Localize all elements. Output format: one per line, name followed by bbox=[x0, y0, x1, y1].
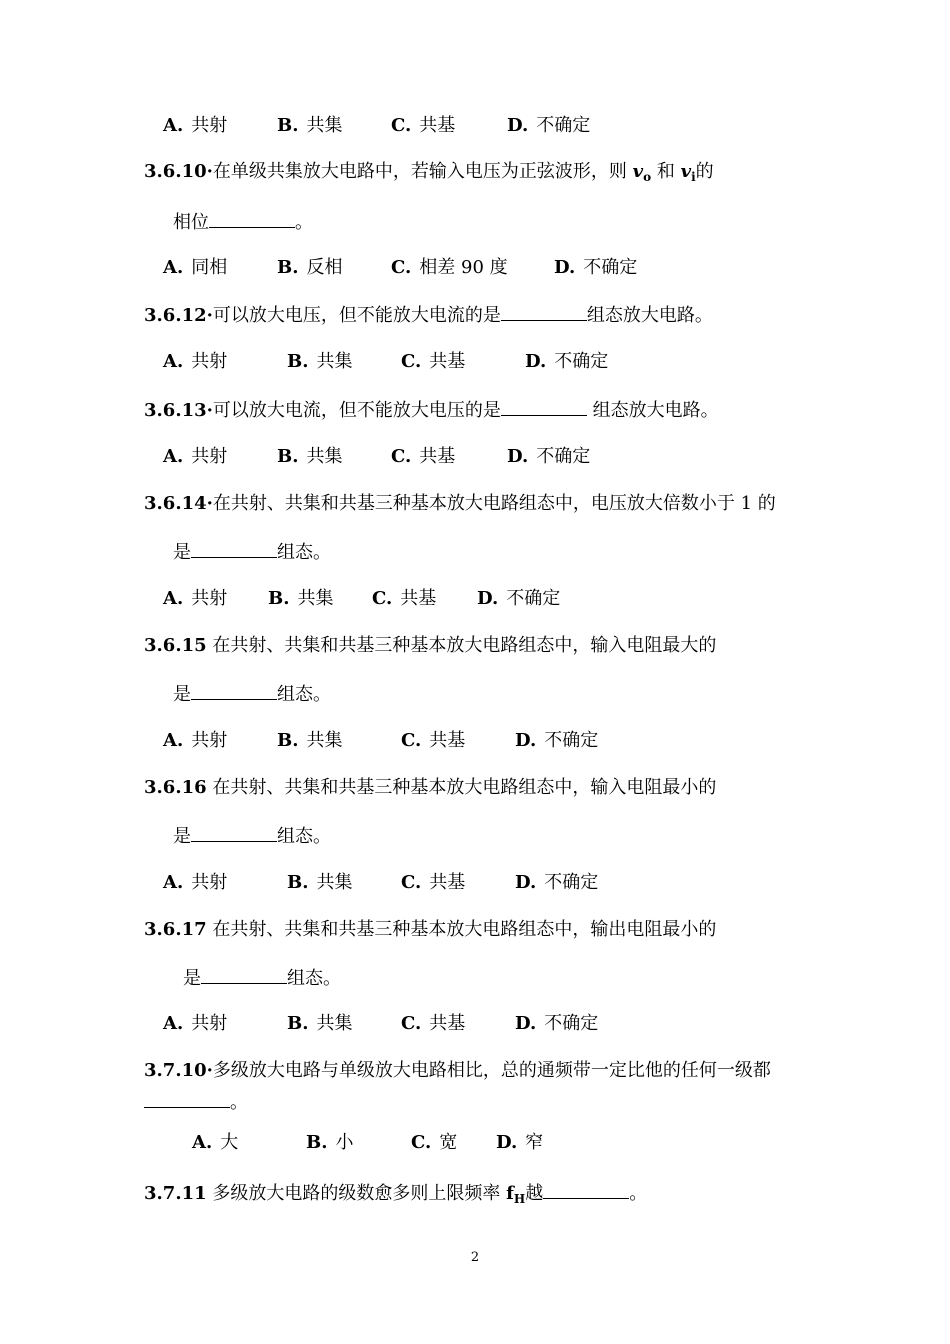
option-d: D. 不确定 bbox=[507, 446, 591, 467]
question-stem: 3.6.17 在共射、共集和共基三种基本放大电路组态中，输出电阻最小的 bbox=[144, 919, 717, 940]
question-stem: 3.6.12·可以放大电压，但不能放大电流的是 组态放大电路。 bbox=[144, 302, 713, 328]
question-number: 3.6.12· bbox=[144, 305, 213, 326]
option-d: D. 不确定 bbox=[507, 115, 591, 136]
question-stem: 3.6.14·在共射、共集和共基三种基本放大电路组态中，电压放大倍数小于 1 的 bbox=[144, 493, 776, 514]
option-d: D. 窄 bbox=[496, 1132, 544, 1153]
question-number: 3.6.13· bbox=[144, 400, 213, 421]
answer-blank bbox=[191, 681, 277, 700]
option-b: B. 共集 bbox=[277, 446, 343, 467]
option-a: A. 共射 bbox=[163, 1013, 228, 1034]
question-stem: 3.7.11 多级放大电路的级数愈多则上限频率 $f_H$越 。 bbox=[144, 1180, 647, 1211]
question-stem: 3.6.10·在单级共集放大电路中，若输入电压为正弦波形，则 $v_o$ 和 $v_i$的 bbox=[144, 161, 714, 184]
option-c: C. 相差 90 度 bbox=[391, 257, 508, 278]
question-stem-line2: 是 组态。 bbox=[183, 965, 341, 991]
question-number: 3.6.16 bbox=[144, 777, 207, 798]
option-d: D. 不确定 bbox=[554, 257, 638, 278]
question-stem: 3.6.13·可以放大电流，但不能放大电压的是 组态放大电路。 bbox=[144, 397, 719, 423]
option-c: C. 共基 bbox=[401, 872, 466, 893]
option-c: C. 共基 bbox=[391, 446, 456, 467]
option-d: D. 不确定 bbox=[515, 1013, 599, 1034]
option-a: A. 同相 bbox=[163, 257, 228, 278]
answer-blank bbox=[191, 823, 277, 842]
question-number: 3.6.15 bbox=[144, 635, 207, 656]
option-a: A. 共射 bbox=[163, 351, 228, 372]
option-c: C. 共基 bbox=[372, 588, 437, 609]
option-b: B. 共集 bbox=[287, 872, 353, 893]
question-number: 3.7.10· bbox=[144, 1060, 213, 1081]
option-b: B. 共集 bbox=[268, 588, 334, 609]
option-c: C. 共基 bbox=[401, 730, 466, 751]
question-stem: 3.7.10·多级放大电路与单级放大电路相比，总的通频带一定比他的任何一级都 bbox=[144, 1060, 771, 1081]
question-stem: 3.6.16 在共射、共集和共基三种基本放大电路组态中，输入电阻最小的 bbox=[144, 777, 717, 798]
option-d: D. 不确定 bbox=[515, 730, 599, 751]
answer-blank bbox=[209, 209, 295, 228]
question-stem-line2: 是 组态。 bbox=[173, 539, 331, 565]
answer-blank bbox=[144, 1089, 230, 1108]
option-b: B. 反相 bbox=[277, 257, 343, 278]
option-a: A. 共射 bbox=[163, 730, 228, 751]
option-a: A. 共射 bbox=[163, 872, 228, 893]
question-number: 3.6.17 bbox=[144, 919, 207, 940]
answer-blank bbox=[501, 302, 587, 321]
option-d: D. 不确定 bbox=[525, 351, 609, 372]
option-b: B. 小 bbox=[306, 1132, 354, 1153]
option-c: C. 共基 bbox=[401, 1013, 466, 1034]
question-stem-line2: 是 组态。 bbox=[173, 681, 331, 707]
question-stem: 3.6.15 在共射、共集和共基三种基本放大电路组态中，输入电阻最大的 bbox=[144, 635, 717, 656]
question-number: 3.6.10· bbox=[144, 161, 213, 182]
option-b: B. 共集 bbox=[287, 1013, 353, 1034]
option-a: A. 大 bbox=[192, 1132, 239, 1153]
option-d: D. 不确定 bbox=[515, 872, 599, 893]
question-number: 3.7.11 bbox=[144, 1183, 207, 1204]
option-c: C. 宽 bbox=[411, 1132, 458, 1153]
option-a: A. 共射 bbox=[163, 588, 228, 609]
option-c: C. 共基 bbox=[391, 115, 456, 136]
answer-blank bbox=[201, 965, 287, 984]
option-b: B. 共集 bbox=[277, 115, 343, 136]
question-number: 3.6.14· bbox=[144, 493, 213, 514]
question-stem-line2: 是 组态。 bbox=[173, 823, 331, 849]
option-a: A. 共射 bbox=[163, 115, 228, 136]
option-b: B. 共集 bbox=[287, 351, 353, 372]
question-stem-line2: 。 bbox=[144, 1089, 248, 1115]
option-c: C. 共基 bbox=[401, 351, 466, 372]
option-d: D. 不确定 bbox=[477, 588, 561, 609]
option-b: B. 共集 bbox=[277, 730, 343, 751]
answer-blank bbox=[191, 539, 277, 558]
page-number: 2 bbox=[470, 1250, 480, 1265]
answer-blank bbox=[543, 1180, 629, 1199]
option-a: A. 共射 bbox=[163, 446, 228, 467]
question-stem-line2: 相位 。 bbox=[173, 209, 313, 235]
answer-blank bbox=[501, 397, 587, 416]
